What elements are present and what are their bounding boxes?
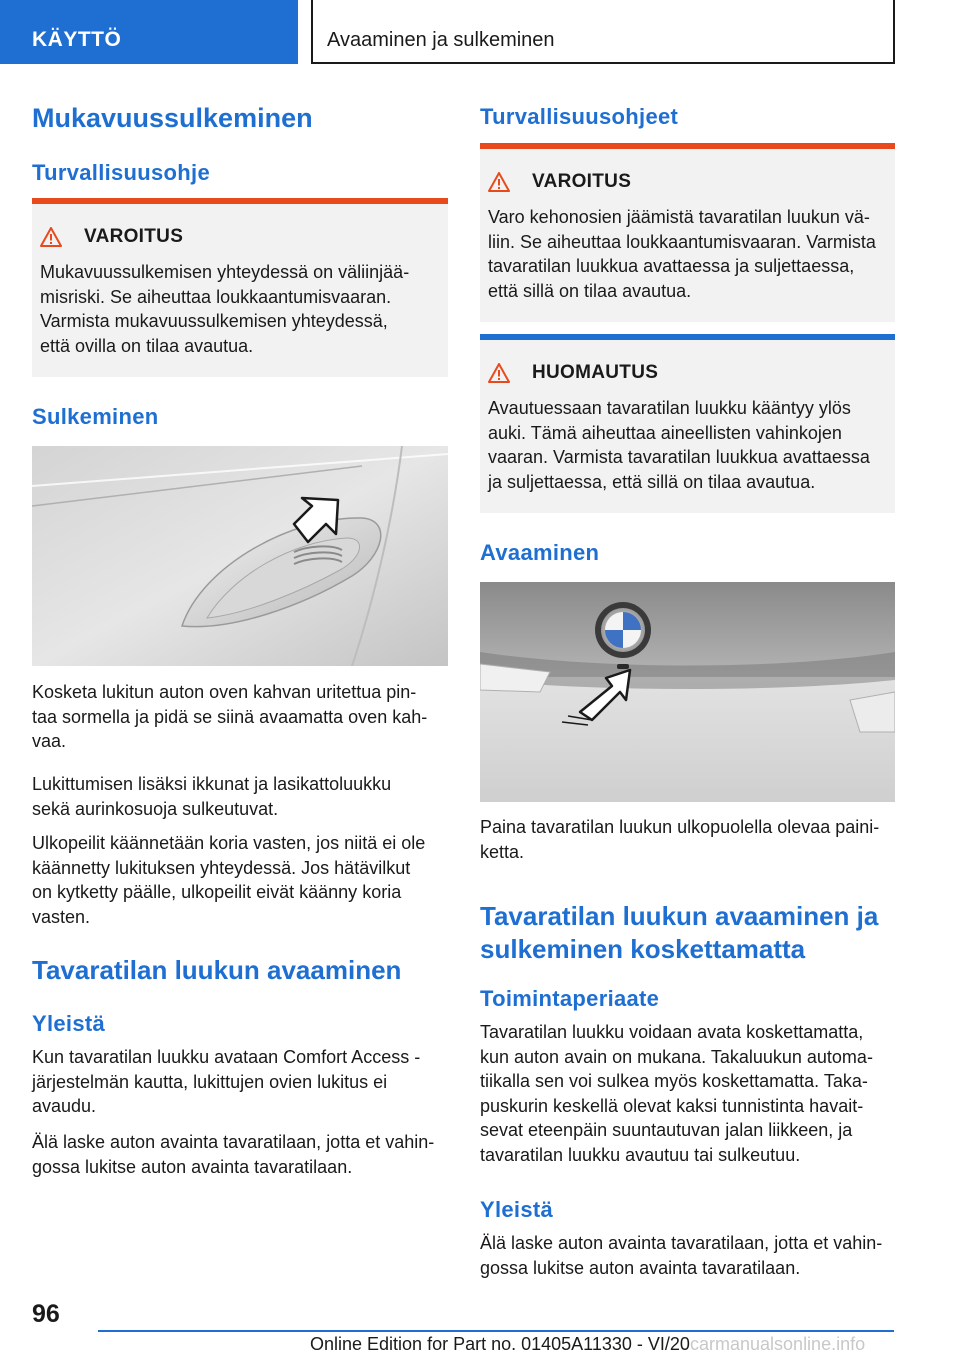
warning-box-tailgate (480, 143, 895, 322)
text-line: avaudu. (32, 1096, 97, 1116)
heading-tailgate-opening: Tavaratilan luukun avaaminen (32, 955, 402, 985)
warning-line: liin. Se aiheuttaa loukkaantumisvaaran. Varmista (488, 231, 876, 252)
warning-header (488, 171, 631, 193)
general-paragraph-right (480, 1231, 896, 1280)
notice-line: auki. Tämä aiheuttaa aineellisten vahinkojen (488, 422, 842, 443)
warning-line: että sillä on tilaa avautua. (488, 280, 692, 301)
warning-line: että ovilla on tilaa avautua. (40, 335, 254, 356)
notice-header (488, 362, 658, 384)
notice-bar (480, 334, 895, 340)
heading-general-right: Yleistä (480, 1197, 554, 1222)
notice-title: HUOMAUTUS (532, 362, 659, 383)
warning-line: misriski. Se aiheuttaa loukkaantumisvaaran. (40, 286, 392, 307)
warning-line: Varo kehonosien jäämistä tavaratilan luukun vä- (488, 207, 870, 227)
text-line: sekä aurinkosuoja sulkeutuvat. (32, 798, 279, 819)
heading-safety-notes: Turvallisuusohjeet (480, 104, 679, 129)
closing-paragraph-1 (32, 680, 448, 754)
text-line: Älä laske auton avainta tavaratilaan, jotta et vahin- (480, 1233, 883, 1253)
heading-principle: Toimintaperiaate (480, 986, 660, 1011)
warning-bar (32, 198, 448, 204)
text-line: Kosketa lukitun auton oven kahvan uritettua pin- (32, 682, 417, 702)
text-line: puskurin keskellä olevat kaksi tunnistinta havait- (480, 1095, 864, 1116)
section-label: KÄYTTÖ (32, 28, 122, 51)
heading-comfort-closing: Mukavuussulkeminen (32, 103, 313, 133)
text-line: vaa. (32, 731, 67, 751)
text-line: tavaratilan luukku avautuu tai sulkeutuu. (480, 1144, 801, 1165)
text-line: Ulkopeilit käännetään koria vasten, jos niitä ei ole (32, 833, 426, 853)
warning-triangle-icon (488, 172, 510, 192)
notice-text (488, 396, 892, 494)
warning-box-comfort (32, 198, 448, 377)
text-line: gossa lukitse auton avainta tavaratilaan. (480, 1257, 801, 1278)
notice-line: ja suljettaessa, että sillä on tilaa avautua. (488, 471, 816, 492)
text-line: on kytketty päälle, ulkopeilit eivät käänny koria (32, 882, 402, 902)
general-paragraph-1 (32, 1045, 448, 1119)
opening-paragraph (480, 815, 896, 864)
heading-line: sulkeminen koskettamatta (480, 934, 806, 964)
warning-triangle-icon (40, 227, 62, 247)
text-line: sevat eteenpäin suuntautuvan jalan liikkeen, ja (480, 1120, 853, 1140)
section-tab (0, 0, 298, 64)
notice-line: Avautuessaan tavaratilan luukku kääntyy ylös (488, 398, 851, 418)
notice-box (480, 334, 895, 513)
text-line: järjestelmän kautta, lukittujen ovien lukitus ei (32, 1071, 388, 1092)
warning-line: tavaratilan luukkua avattaessa ja suljettaessa, (488, 256, 855, 276)
warning-line: Mukavuussulkemisen yhteydessä on väliinjää- (40, 262, 410, 282)
closing-paragraph-3 (32, 831, 448, 929)
tailgate-button-illustration (480, 582, 895, 802)
page-number: 96 (32, 1300, 60, 1328)
text-line: tiikalla sen voi sulkea myös koskettamatta. Taka- (480, 1071, 868, 1091)
text-line: kun auton avain on mukana. Takaluukun automa- (480, 1046, 873, 1067)
text-line: taa sormella ja pidä se siinä avaamatta oven kah- (32, 706, 428, 727)
chapter-title: Avaaminen ja sulkeminen (327, 29, 555, 51)
heading-safety-note: Turvallisuusohje (32, 160, 210, 185)
text-line: gossa lukitse auton avainta tavaratilaan. (32, 1156, 353, 1177)
heading-general: Yleistä (32, 1011, 106, 1036)
footer-edition: Online Edition for Part no. 01405A11330 - VI/20 (310, 1334, 690, 1354)
watermark: carmanualsonline.info (690, 1334, 866, 1354)
heading-line: Tavaratilan luukun avaaminen ja (480, 901, 879, 931)
warning-text (488, 205, 892, 303)
warning-title: VAROITUS (84, 226, 184, 247)
text-line: Älä laske auton avainta tavaratilaan, jotta et vahin- (32, 1132, 435, 1152)
text-line: ketta. (480, 841, 525, 862)
principle-paragraph (480, 1020, 896, 1167)
closing-paragraph-2 (32, 772, 448, 821)
warning-line: Varmista mukavuussulkemisen yhteydessä, (40, 311, 388, 331)
chapter-header (311, 0, 895, 64)
text-line: Lukittumisen lisäksi ikkunat ja lasikattoluukku (32, 774, 392, 794)
notice-line: vaaran. Varmista tavaratilan luukkua avattaessa (488, 447, 870, 467)
text-line: vasten. (32, 906, 91, 927)
text-line: Tavaratilan luukku voidaan avata koskettamatta, (480, 1022, 864, 1042)
warning-triangle-icon (488, 363, 510, 383)
general-paragraph-2 (32, 1130, 448, 1179)
door-handle-illustration (32, 446, 448, 666)
warning-text (40, 260, 444, 358)
heading-touchless-opening (480, 900, 896, 966)
warning-bar (480, 143, 895, 149)
footer-divider (98, 1330, 894, 1332)
heading-closing: Sulkeminen (32, 404, 159, 429)
heading-opening: Avaaminen (480, 540, 600, 565)
text-line: Kun tavaratilan luukku avataan Comfort Access - (32, 1047, 421, 1067)
text-line: käännetty lukituksen yhteydessä. Jos hätävilkut (32, 857, 411, 878)
text-line: Paina tavaratilan luukun ulkopuolella olevaa paini- (480, 817, 880, 837)
warning-header (40, 226, 183, 248)
warning-title: VAROITUS (532, 171, 632, 192)
